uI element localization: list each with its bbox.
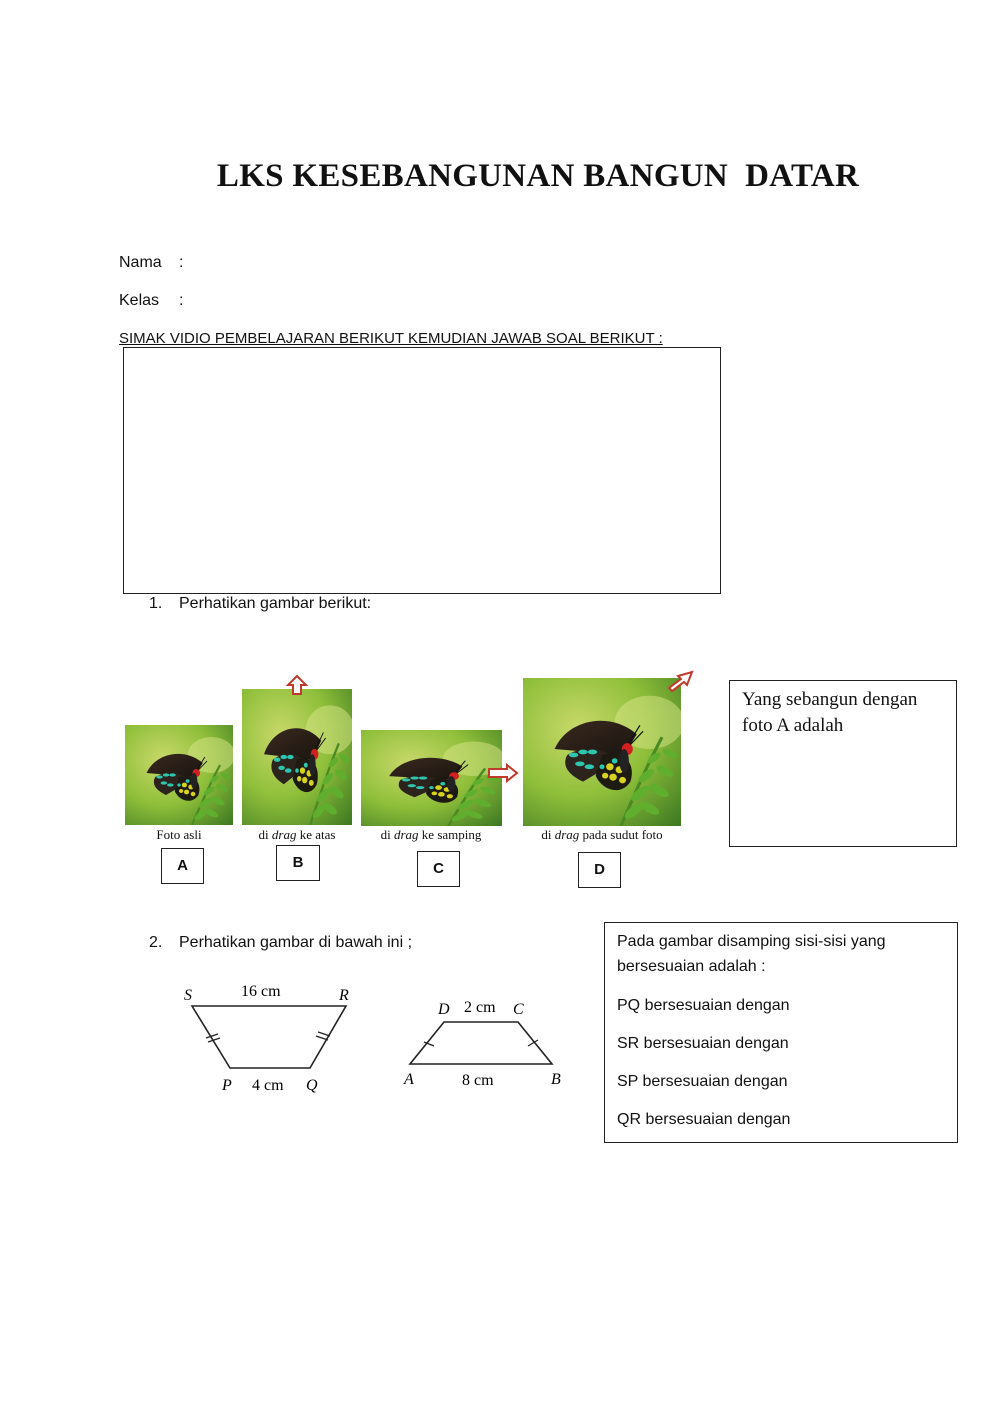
caption-original bbox=[125, 827, 233, 843]
butterfly-photo-original bbox=[125, 725, 233, 825]
answer-line-qr: QR bersesuaian dengan bbox=[617, 1111, 791, 1128]
page-title: LKS KESEBANGUNAN BANGUN DATAR bbox=[216, 158, 860, 194]
length-pq: 4 cm bbox=[252, 1077, 284, 1094]
caption-side-post: ke samping bbox=[418, 827, 482, 842]
vertex-p: P bbox=[222, 1077, 232, 1094]
caption-up-post: ke atas bbox=[296, 827, 336, 842]
question-1 bbox=[149, 595, 371, 613]
arrow-up-icon bbox=[285, 674, 309, 696]
name-field bbox=[119, 254, 183, 272]
butterfly-photo-stretched-side bbox=[361, 730, 502, 826]
caption-up bbox=[230, 827, 364, 843]
caption-original-text: Foto asli bbox=[156, 827, 202, 842]
caption-corner-post: pada sudut foto bbox=[579, 827, 663, 842]
question-2-number: 2. bbox=[149, 934, 163, 951]
video-embed-box[interactable] bbox=[123, 347, 721, 594]
question-2 bbox=[149, 934, 412, 952]
vertex-s: S bbox=[184, 987, 192, 1004]
vertex-b: B bbox=[551, 1071, 561, 1088]
class-label: Kelas bbox=[119, 292, 160, 309]
option-b-box[interactable]: B bbox=[276, 845, 320, 881]
instruction-text: SIMAK VIDIO PEMBELAJARAN BERIKUT KEMUDIAN JAWAB SOAL BERIKUT : bbox=[119, 330, 663, 347]
vertex-c: C bbox=[513, 1001, 524, 1018]
arrow-diagonal-icon bbox=[665, 668, 695, 692]
question-2-text: Perhatikan gambar di bawah ini ; bbox=[179, 934, 413, 951]
trapezoid-srpq-shape bbox=[192, 1006, 346, 1068]
caption-corner-em: drag bbox=[554, 827, 580, 842]
tick-marks-left bbox=[206, 1034, 220, 1042]
answer-box-2[interactable] bbox=[604, 922, 958, 1143]
question-1-number: 1. bbox=[149, 595, 163, 612]
caption-corner bbox=[510, 827, 694, 843]
name-separator: : bbox=[179, 254, 184, 271]
length-dc: 2 cm bbox=[464, 999, 496, 1016]
answer-box-1-prompt: Yang sebangun dengan foto A adalah bbox=[742, 689, 918, 736]
answer-line-sp: SP bersesuaian dengan bbox=[617, 1073, 788, 1090]
caption-side-em: drag bbox=[393, 827, 419, 842]
vertex-q: Q bbox=[306, 1077, 318, 1094]
caption-up-em: drag bbox=[271, 827, 297, 842]
option-c-box[interactable]: C bbox=[417, 851, 460, 887]
answer-box-2-intro: Pada gambar disamping sisi-sisi yang bersesuaian adalah : bbox=[617, 933, 886, 975]
butterfly-photo-stretched-up bbox=[242, 689, 352, 825]
caption-side-pre: di bbox=[380, 827, 394, 842]
caption-corner-pre: di bbox=[541, 827, 555, 842]
trapezoid-abcd bbox=[398, 992, 578, 1092]
question-1-text: Perhatikan gambar berikut: bbox=[179, 595, 372, 612]
trapezoid-abcd-shape bbox=[410, 1022, 552, 1064]
class-field bbox=[119, 292, 183, 310]
answer-box-1[interactable] bbox=[729, 680, 957, 847]
name-label: Nama bbox=[119, 254, 162, 271]
class-separator: : bbox=[179, 292, 184, 309]
butterfly-photo-scaled-corner bbox=[523, 678, 681, 826]
vertex-d: D bbox=[438, 1001, 450, 1018]
caption-side bbox=[356, 827, 506, 843]
option-a-box[interactable]: A bbox=[161, 848, 204, 884]
arrow-right-icon bbox=[487, 763, 519, 783]
caption-up-pre: di bbox=[258, 827, 272, 842]
length-ab: 8 cm bbox=[462, 1072, 494, 1089]
answer-line-sr: SR bersesuaian dengan bbox=[617, 1035, 789, 1052]
vertex-a: A bbox=[404, 1071, 414, 1088]
trapezoid-srpq bbox=[180, 978, 370, 1098]
length-sr: 16 cm bbox=[241, 983, 281, 1000]
option-d-box[interactable]: D bbox=[578, 852, 621, 888]
answer-line-pq: PQ bersesuaian dengan bbox=[617, 997, 790, 1014]
vertex-r: R bbox=[339, 987, 349, 1004]
